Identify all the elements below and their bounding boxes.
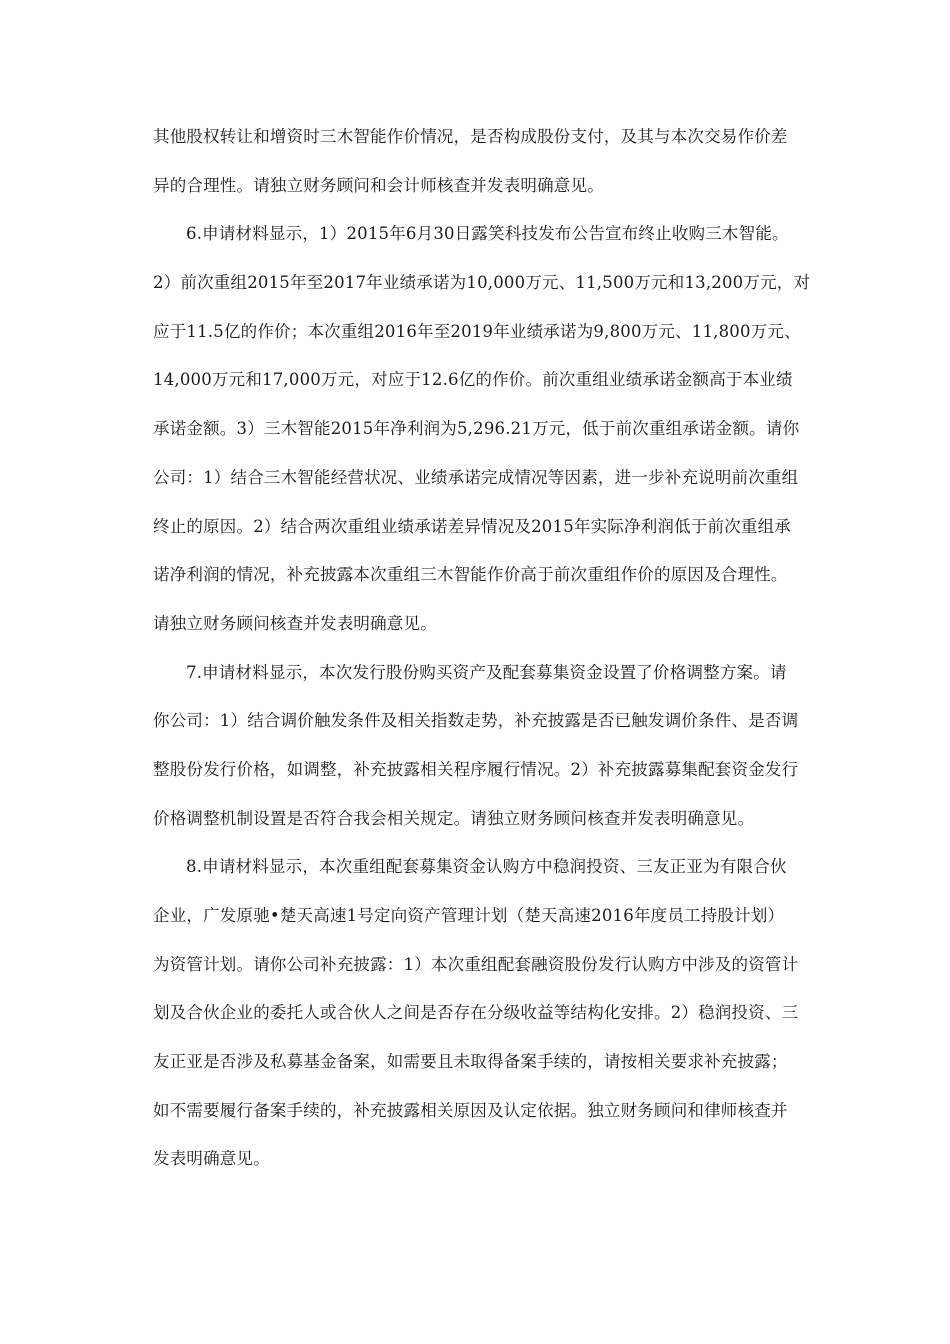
text-line: 其他股权转让和增资时三木智能作价情况，是否构成股份支付，及其与本次交易作价差 <box>153 127 788 146</box>
text-line: 友正亚是否涉及私募基金备案，如需要且未取得备案手续的，请按相关要求补充披露； <box>153 1052 788 1072</box>
text-line: 为资管计划。请你公司补充披露：1）本次重组配套融资股份发行认购方中涉及的资管计 <box>153 954 799 974</box>
text-line: 承诺金额。3）三木智能2015年净利润为5,296.21万元，低于前次重组承诺金额。请你 <box>153 419 800 439</box>
text-line: 2）前次重组2015年至2017年业绩承诺为10,000万元、11,500万元和13,200万元，对 <box>153 273 811 293</box>
paragraph-start-line: 7.申请材料显示，本次发行股份购买资产及配套募集资金设置了价格调整方案。请 <box>186 662 787 682</box>
text-line: 公司：1）结合三木智能经营状况、业绩承诺完成情况等因素，进一步补充说明前次重组 <box>153 467 799 487</box>
text-line: 整股份发行价格，如调整，补充披露相关程序履行情况。2）补充披露募集配套资金发行 <box>153 759 799 779</box>
text-line: 企业，广发原驰•楚天高速1号定向资产管理计划（楚天高速2016年度员工持股计划） <box>153 906 785 925</box>
text-line: 如不需要履行备案手续的，补充披露相关原因及认定依据。独立财务顾问和律师核查并 <box>153 1100 788 1120</box>
paragraph-start-line: 8.申请材料显示，本次重组配套募集资金认购方中稳润投资、三友正亚为有限合伙 <box>186 857 787 877</box>
text-line: 诺净利润的情况，补充披露本次重组三木智能作价高于前次重组作价的原因及合理性。 <box>153 565 788 585</box>
document-body <box>153 119 811 1190</box>
text-line: 异的合理性。请独立财务顾问和会计师核查并发表明确意见。 <box>153 175 604 195</box>
text-line: 价格调整机制设置是否符合我会相关规定。请独立财务顾问核查并发表明确意见。 <box>153 808 755 828</box>
text-line: 请独立财务顾问核查并发表明确意见。 <box>153 613 437 633</box>
text-line: 发表明确意见。 <box>153 1149 270 1169</box>
text-line: 划及合伙企业的委托人或合伙人之间是否存在分级收益等结构化安排。2）稳润投资、三 <box>153 1003 799 1023</box>
text-line: 终止的原因。2）结合两次重组业绩承诺差异情况及2015年实际净利润低于前次重组承 <box>153 516 791 536</box>
paragraph-start-line: 6.申请材料显示，1）2015年6月30日露笑科技发布公告宣布终止收购三木智能。 <box>186 224 789 244</box>
text-line: 14,000万元和17,000万元，对应于12.6亿的作价。前次重组业绩承诺金额高于本业绩 <box>153 370 793 390</box>
text-line: 你公司：1）结合调价触发条件及相关指数走势，补充披露是否已触发调价条件、是否调 <box>153 711 799 731</box>
text-line: 应于11.5亿的作价；本次重组2016年至2019年业绩承诺为9,800万元、11,800万元、 <box>153 321 801 341</box>
